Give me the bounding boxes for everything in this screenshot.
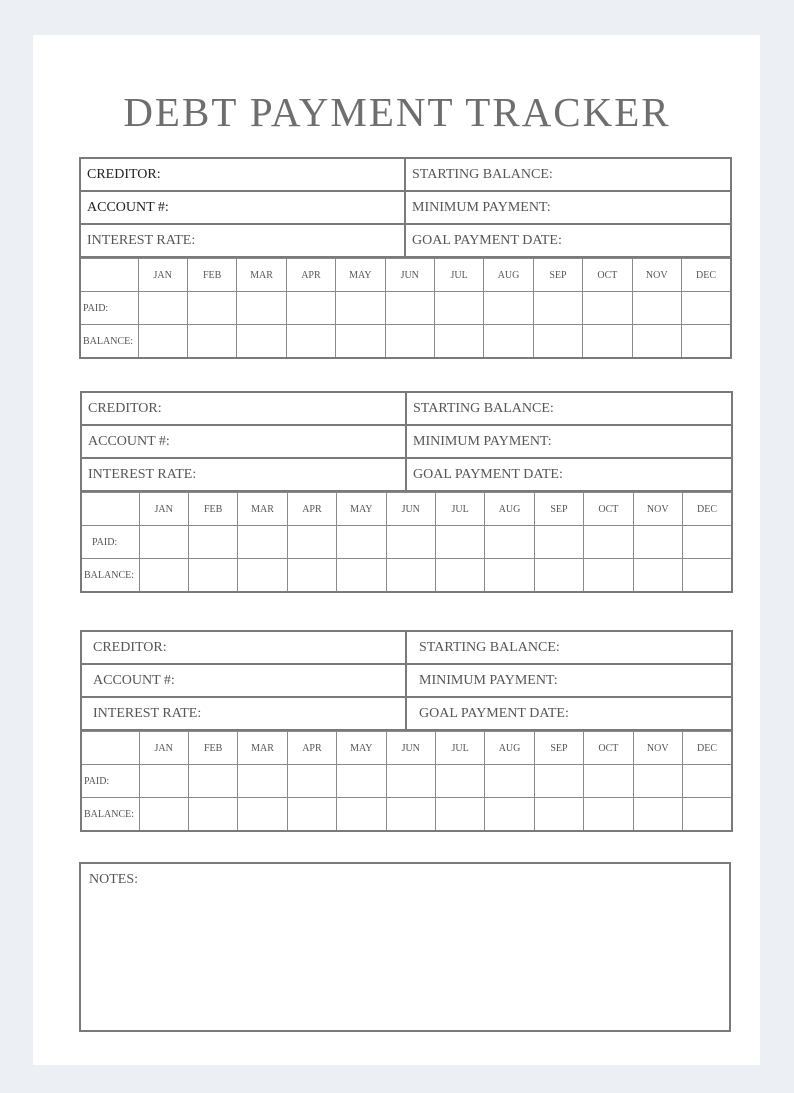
month-header: MAY — [337, 493, 386, 526]
balance-cell[interactable] — [533, 325, 582, 359]
balance-cell[interactable] — [188, 559, 237, 593]
paid-cell[interactable] — [533, 292, 582, 325]
monthly-grid-1 — [79, 258, 732, 359]
paid-row — [80, 292, 731, 325]
paid-label: PAID: — [81, 765, 139, 798]
balance-cell[interactable] — [633, 559, 682, 593]
balance-cell[interactable] — [632, 325, 681, 359]
month-header: JAN — [138, 259, 187, 292]
balance-cell[interactable] — [583, 325, 632, 359]
month-header: AUG — [485, 732, 534, 765]
paid-cell[interactable] — [584, 765, 633, 798]
interest-rate-field[interactable]: INTEREST RATE: — [82, 459, 407, 492]
corner-cell — [80, 259, 138, 292]
balance-cell[interactable] — [682, 798, 732, 832]
month-header: FEB — [188, 493, 237, 526]
paid-label: PAID: — [81, 526, 139, 559]
creditor-field[interactable]: CREDITOR: — [81, 159, 406, 192]
balance-cell[interactable] — [584, 798, 633, 832]
paid-cell[interactable] — [681, 292, 731, 325]
month-header: SEP — [534, 493, 583, 526]
notes-box[interactable] — [79, 862, 731, 1032]
debt-info-1 — [79, 157, 732, 258]
starting-balance-field[interactable]: STARTING BALANCE: — [407, 393, 731, 426]
month-header: SEP — [533, 259, 582, 292]
corner-cell — [81, 732, 139, 765]
goal-payment-date-field[interactable]: GOAL PAYMENT DATE: — [407, 459, 731, 492]
month-header: AUG — [485, 493, 534, 526]
month-header: JUN — [386, 732, 435, 765]
balance-cell[interactable] — [633, 798, 682, 832]
balance-cell[interactable] — [485, 559, 534, 593]
interest-rate-field[interactable]: INTEREST RATE: — [82, 698, 407, 731]
month-header-row — [80, 259, 731, 292]
account-field[interactable]: ACCOUNT #: — [82, 665, 407, 698]
creditor-field[interactable]: CREDITOR: — [82, 393, 407, 426]
goal-payment-date-field[interactable]: GOAL PAYMENT DATE: — [406, 225, 730, 258]
balance-cell[interactable] — [138, 325, 187, 359]
month-header: SEP — [534, 732, 583, 765]
paid-label: PAID: — [80, 292, 138, 325]
month-header: MAR — [237, 259, 286, 292]
paid-cell[interactable] — [238, 526, 287, 559]
balance-label: BALANCE: — [81, 798, 139, 832]
paid-cell[interactable] — [484, 292, 533, 325]
month-header: JUL — [434, 259, 483, 292]
month-header: MAR — [238, 732, 287, 765]
paid-cell[interactable] — [633, 526, 682, 559]
month-header: JUL — [435, 493, 484, 526]
month-header: AUG — [484, 259, 533, 292]
paid-cell[interactable] — [583, 292, 632, 325]
paid-cell[interactable] — [139, 765, 188, 798]
month-header: MAY — [336, 259, 385, 292]
month-header: NOV — [633, 732, 682, 765]
month-header: OCT — [583, 259, 632, 292]
paid-cell[interactable] — [584, 526, 633, 559]
debt-block-2 — [80, 391, 733, 593]
month-header: JUN — [385, 259, 434, 292]
balance-cell[interactable] — [385, 325, 434, 359]
month-header: NOV — [633, 493, 682, 526]
paid-cell[interactable] — [138, 292, 187, 325]
balance-cell[interactable] — [238, 798, 287, 832]
minimum-payment-field[interactable]: MINIMUM PAYMENT: — [406, 192, 730, 225]
month-header: FEB — [187, 259, 236, 292]
balance-cell[interactable] — [435, 798, 484, 832]
balance-cell[interactable] — [238, 559, 287, 593]
balance-cell[interactable] — [682, 559, 732, 593]
paid-row — [81, 765, 732, 798]
balance-cell[interactable] — [188, 798, 237, 832]
paid-cell[interactable] — [682, 526, 732, 559]
balance-cell[interactable] — [534, 559, 583, 593]
paid-cell[interactable] — [386, 526, 435, 559]
month-header: MAR — [238, 493, 287, 526]
balance-cell[interactable] — [286, 325, 335, 359]
corner-cell — [81, 493, 139, 526]
creditor-field[interactable]: CREDITOR: — [82, 632, 407, 665]
balance-cell[interactable] — [287, 559, 336, 593]
month-header: JAN — [139, 493, 188, 526]
balance-row — [81, 559, 732, 593]
debt-block-3 — [80, 630, 733, 832]
month-header: JAN — [139, 732, 188, 765]
month-header-row — [81, 732, 732, 765]
balance-row — [80, 325, 731, 359]
balance-cell[interactable] — [337, 798, 386, 832]
month-header: OCT — [584, 732, 633, 765]
month-header: DEC — [682, 732, 732, 765]
balance-cell[interactable] — [484, 325, 533, 359]
balance-cell[interactable] — [139, 559, 188, 593]
balance-cell[interactable] — [584, 559, 633, 593]
paid-cell[interactable] — [632, 292, 681, 325]
month-header-row — [81, 493, 732, 526]
month-header: JUN — [386, 493, 435, 526]
month-header: JUL — [435, 732, 484, 765]
debt-info-2 — [80, 391, 733, 492]
account-field[interactable]: ACCOUNT #: — [81, 192, 406, 225]
notes-label: NOTES: — [89, 872, 138, 887]
account-field[interactable]: ACCOUNT #: — [82, 426, 407, 459]
balance-cell[interactable] — [434, 325, 483, 359]
paid-cell[interactable] — [534, 765, 583, 798]
page-title: DEBT PAYMENT TRACKER — [123, 89, 671, 135]
paid-cell[interactable] — [237, 292, 286, 325]
month-header: NOV — [632, 259, 681, 292]
balance-cell[interactable] — [336, 325, 385, 359]
balance-row — [81, 798, 732, 832]
paid-row — [81, 526, 732, 559]
balance-cell[interactable] — [287, 798, 336, 832]
paid-cell[interactable] — [682, 765, 732, 798]
paid-cell[interactable] — [188, 526, 237, 559]
debt-block-1 — [79, 157, 732, 359]
paid-cell[interactable] — [386, 765, 435, 798]
balance-cell[interactable] — [337, 559, 386, 593]
paid-cell[interactable] — [485, 526, 534, 559]
balance-cell[interactable] — [237, 325, 286, 359]
balance-cell[interactable] — [187, 325, 236, 359]
starting-balance-field[interactable]: STARTING BALANCE: — [407, 632, 731, 665]
paid-cell[interactable] — [337, 765, 386, 798]
goal-payment-date-field[interactable]: GOAL PAYMENT DATE: — [407, 698, 731, 731]
monthly-grid-3 — [80, 731, 733, 832]
paid-cell[interactable] — [187, 292, 236, 325]
month-header: MAY — [337, 732, 386, 765]
interest-rate-field[interactable]: INTEREST RATE: — [81, 225, 406, 258]
paid-cell[interactable] — [485, 765, 534, 798]
month-header: OCT — [584, 493, 633, 526]
paid-cell[interactable] — [435, 765, 484, 798]
paid-cell[interactable] — [435, 526, 484, 559]
balance-cell[interactable] — [386, 559, 435, 593]
paid-cell[interactable] — [238, 765, 287, 798]
paid-cell[interactable] — [534, 526, 583, 559]
month-header: DEC — [682, 493, 732, 526]
starting-balance-field[interactable]: STARTING BALANCE: — [406, 159, 730, 192]
paid-cell[interactable] — [139, 526, 188, 559]
month-header: APR — [287, 732, 336, 765]
balance-cell[interactable] — [485, 798, 534, 832]
balance-cell[interactable] — [681, 325, 731, 359]
balance-label: BALANCE: — [80, 325, 138, 359]
paid-cell[interactable] — [633, 765, 682, 798]
minimum-payment-field[interactable]: MINIMUM PAYMENT: — [407, 426, 731, 459]
balance-cell[interactable] — [534, 798, 583, 832]
month-header: DEC — [681, 259, 731, 292]
paid-cell[interactable] — [434, 292, 483, 325]
month-header: FEB — [188, 732, 237, 765]
paid-cell[interactable] — [287, 765, 336, 798]
balance-cell[interactable] — [435, 559, 484, 593]
month-header: APR — [287, 493, 336, 526]
balance-label: BALANCE: — [81, 559, 139, 593]
paid-cell[interactable] — [385, 292, 434, 325]
paid-cell[interactable] — [336, 292, 385, 325]
paid-cell[interactable] — [337, 526, 386, 559]
monthly-grid-2 — [80, 492, 733, 593]
balance-cell[interactable] — [139, 798, 188, 832]
balance-cell[interactable] — [386, 798, 435, 832]
paid-cell[interactable] — [287, 526, 336, 559]
debt-info-3 — [80, 630, 733, 731]
minimum-payment-field[interactable]: MINIMUM PAYMENT: — [407, 665, 731, 698]
month-header: APR — [286, 259, 335, 292]
paid-cell[interactable] — [286, 292, 335, 325]
paid-cell[interactable] — [188, 765, 237, 798]
